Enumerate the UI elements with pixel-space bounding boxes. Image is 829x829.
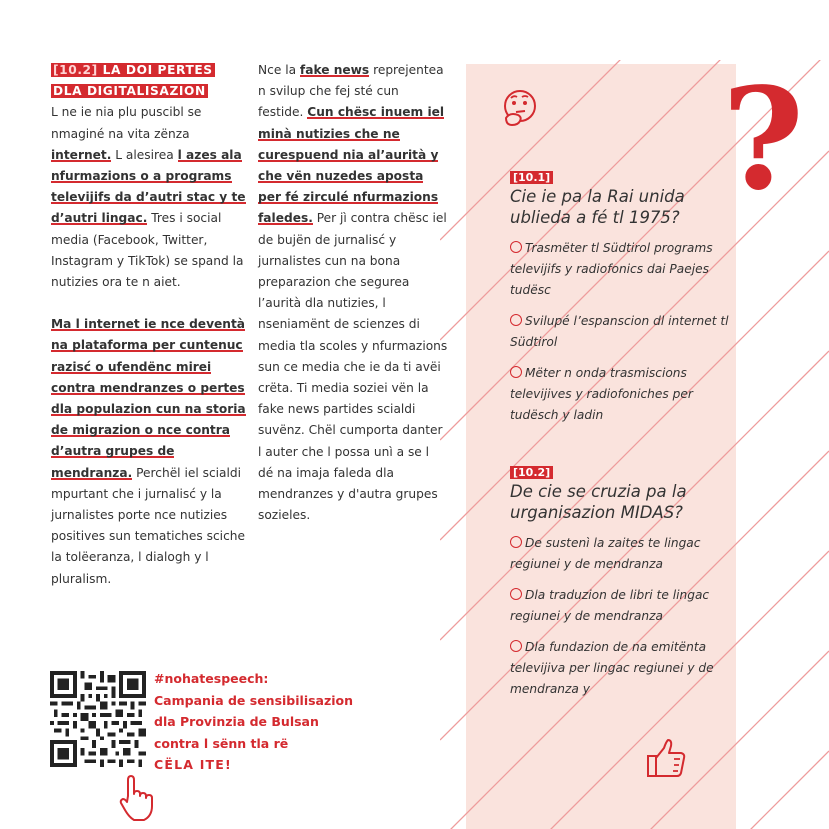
thinking-face-icon: [500, 88, 540, 128]
radio-circle-icon[interactable]: [510, 366, 522, 378]
section-tag-line2: DLA DIGITALISAZION: [53, 84, 206, 99]
campaign-hashtag: #nohatespeech:: [154, 671, 269, 686]
pointing-hand-icon: [118, 774, 158, 822]
quiz-option-label: Dla fundazion de na emitënta televijiva per lingac regiunei y de mendranza y: [510, 640, 714, 696]
quiz-tag: [10.1]: [510, 171, 553, 184]
paragraph-3-text: Per jì contra chësc iel de bujën de jurnalisć y jurnalistes cun na bona preparazion che segurea l’aurità dla nutizies, l nseniamënt de scienzes di media tla scoles y nfurmazions sun ce media che ie da ti avëi crëta. Ti media soziei vën la fake news partides scialdi suvënz. Chël cumporta danter l auter che l possa unì a se l dé na imaja faleda dla mendranzes y d'autra grupes sozieles.: [258, 211, 448, 523]
quiz-option-label: Mëter n onda trasmiscions televijives y radiofoniches per tudësch y ladin: [510, 366, 693, 422]
paragraph-1-bold-internet: internet.: [51, 147, 112, 162]
quiz-option[interactable]: [510, 238, 745, 301]
quiz-option[interactable]: [510, 533, 745, 575]
paragraph-1-text: L ne ie nia plu puscibl se nmaginé na vita zënza: [51, 105, 202, 141]
paragraph-3-bold: Cun chësc inuem iel minà nutizies che ne curespuend nia al’aurità y che vën nuzedes aposta per fé zirculé nfurmazions faledes.: [258, 105, 445, 226]
quiz-question-1: [510, 166, 750, 426]
paragraph-1-text: Tres i social media (Facebook, Twitter, Instagram y TikTok) se spand la nutizies ora te n aiet.: [51, 211, 244, 290]
paragraph-2-bold: Ma l internet ie nce deventà na plataforma per cuntenuc razisć o ufendënc mirei contra mendranzes o pertes dla populazion cun na storia de migrazion o nce contra d’autra grupes de mendranza.: [51, 317, 246, 480]
question-mark-icon: ?: [721, 58, 805, 222]
radio-circle-icon[interactable]: [510, 588, 522, 600]
section-tag-line1: LA DOI PERTES: [102, 63, 213, 77]
quiz-option-label: Svilupé l’espanscion dl internet tl Südtirol: [510, 314, 729, 349]
quiz-title: De cie se cruzia pa la urganisazion MIDAS?: [510, 482, 687, 522]
quiz-option-label: Dla traduzion de libri te lingac regiunei y de mendranza: [510, 588, 710, 623]
radio-circle-icon[interactable]: [510, 640, 522, 652]
quiz-option[interactable]: [510, 311, 745, 353]
campaign-line: Campania de sensibilisazion: [154, 692, 354, 708]
campaign-cta-link[interactable]: CËLA ITE!: [154, 757, 232, 772]
quiz-tag: [10.2]: [510, 466, 553, 479]
paragraph-2-text: Perchël iel scialdi mpurtant che i jurnalisć y la jurnalistes porte nce nutizies positives sun tematiches sciche la tolëeranza, l dialogh y l pluralism.: [51, 465, 245, 586]
quiz-option[interactable]: [510, 637, 745, 700]
quiz-option[interactable]: [510, 363, 745, 426]
quiz-option-label: De sustenì la zaites te lingac regiunei y de mendranza: [510, 536, 701, 571]
campaign-line: contra l sënn tla rë: [154, 735, 289, 751]
quiz-option-label: Trasmëter tl Südtirol programs televijifs y radiofonics dai Paejes tudësc: [510, 241, 713, 297]
thumbs-up-icon: [644, 736, 688, 780]
quiz-question-2: [510, 461, 750, 700]
section-heading: [51, 60, 251, 293]
paragraph-3-text: reprejentea n svilup che fej sté cun festide.: [258, 63, 444, 120]
quiz-title: Cie ie pa la Rai unida ublieda a fé tl 1975?: [510, 187, 685, 227]
section-tag-number: [10.2]: [53, 63, 98, 77]
fake-news-term: fake news: [299, 63, 370, 77]
paragraph-1-text: L alesirea: [111, 147, 178, 162]
left-column: [51, 60, 251, 611]
radio-circle-icon[interactable]: [510, 536, 522, 548]
campaign-block: [154, 668, 354, 776]
qr-code-icon[interactable]: [50, 671, 146, 767]
paragraph-2: [51, 314, 251, 590]
section-tag: [51, 63, 215, 77]
radio-circle-icon[interactable]: [510, 314, 522, 326]
radio-circle-icon[interactable]: [510, 241, 522, 253]
paragraph-1-bold: l azes ala nfurmazions o a programs televijifs da d’autri stac y te d’autri lingac.: [51, 147, 246, 226]
paragraph-3-text: Nce la: [258, 63, 300, 77]
campaign-line: dla Provinzia de Bulsan: [154, 714, 319, 729]
quiz-option[interactable]: [510, 585, 745, 627]
middle-column: [258, 60, 448, 526]
